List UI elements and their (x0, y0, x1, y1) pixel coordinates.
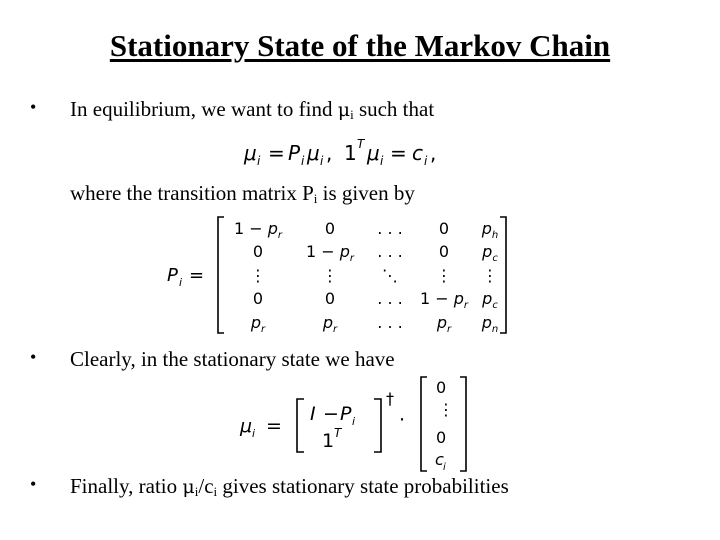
svg-text:=: = (390, 141, 407, 165)
svg-text:i: i (301, 154, 305, 168)
matrix-cell: ⋮ (482, 266, 498, 285)
svg-text:−: − (323, 403, 339, 425)
svg-text:1: 1 (322, 430, 335, 452)
svg-text:P: P (340, 403, 352, 425)
matrix-cell: ⋱ (382, 266, 398, 285)
svg-text:μ: μ (307, 141, 320, 165)
slide-title: Stationary State of the Markov Chain (109, 28, 611, 63)
matrix-cell: $p_h$ (481, 219, 499, 241)
bullet-2-text: Clearly, in the stationary state we have (70, 347, 395, 371)
svg-text:c: c (412, 141, 423, 165)
svg-text:P: P (167, 265, 178, 286)
matrix-cell: 0 (324, 289, 336, 308)
svg-text:μ: μ (244, 141, 257, 165)
svg-text:0: 0 (436, 378, 447, 397)
matrix-cell: $p_r$ (322, 313, 338, 335)
svg-text:I: I (310, 403, 316, 425)
matrix-cell: $p_c$ (482, 289, 498, 311)
matrix-cell: $1 - p_r$ (233, 219, 283, 241)
svg-text:†: † (386, 389, 394, 408)
stationary-equation (236, 374, 476, 474)
bullet-marker: • (30, 347, 37, 367)
right-bracket (500, 217, 506, 333)
svg-text:·: · (399, 409, 406, 431)
matrix-cell: . . . (377, 289, 403, 308)
matrix-cell: $1 - p_r$ (305, 242, 355, 264)
svg-text:i: i (380, 154, 384, 168)
matrix-cell: ⋮ (436, 266, 452, 285)
svg-text:=: = (268, 141, 285, 165)
svg-text:i: i (320, 154, 324, 168)
matrix-cell: $1 - p_r$ (419, 289, 469, 311)
left-bracket (218, 217, 224, 333)
svg-text:0: 0 (436, 428, 447, 447)
svg-text:i: i (352, 415, 356, 428)
svg-text:c: c (435, 450, 444, 469)
svg-text:i: i (179, 276, 183, 289)
svg-text:1: 1 (344, 141, 357, 165)
matrix-cell: $p_n$ (481, 313, 499, 335)
matrix-cell: ⋮ (250, 266, 266, 285)
svg-text:i: i (424, 154, 428, 168)
matrix-cell: $p_c$ (482, 242, 498, 264)
bullet-3-text: Finally, ratio $\mu_i/c_i$ gives stationary state probabilities (70, 474, 509, 499)
svg-text:T: T (334, 426, 342, 440)
svg-text:,: , (326, 141, 333, 165)
matrix-cell: . . . (377, 242, 403, 261)
matrix-cell: $p_r$ (436, 313, 452, 335)
svg-text:,: , (430, 141, 437, 165)
transition-matrix (160, 212, 520, 338)
svg-text:=: = (189, 265, 205, 286)
equilibrium-equation (240, 136, 480, 172)
svg-text:i: i (252, 427, 256, 440)
matrix-cell: 0 (252, 242, 264, 261)
svg-text:⋮: ⋮ (438, 400, 454, 419)
matrix-cell: 0 (438, 242, 450, 261)
bullet-1-text: In equilibrium, we want to find $\mu_i$ such that (70, 97, 435, 122)
matrix-cell: . . . (377, 313, 403, 332)
bullet-marker: • (30, 97, 37, 117)
matrix-cell: . . . (377, 219, 403, 238)
svg-text:i: i (443, 462, 446, 473)
svg-text:μ: μ (240, 415, 253, 437)
svg-text:i: i (257, 154, 261, 168)
matrix-cell: 0 (324, 219, 336, 238)
svg-text:=: = (266, 415, 282, 437)
svg-text:P: P (288, 141, 301, 165)
svg-text:T: T (357, 137, 365, 151)
bullet-marker: • (30, 474, 37, 494)
matrix-cell: 0 (252, 289, 264, 308)
svg-text:μ: μ (367, 141, 380, 165)
matrix-cell: $p_r$ (250, 313, 266, 335)
matrix-cell: ⋮ (322, 266, 338, 285)
matrix-cell: 0 (438, 219, 450, 238)
